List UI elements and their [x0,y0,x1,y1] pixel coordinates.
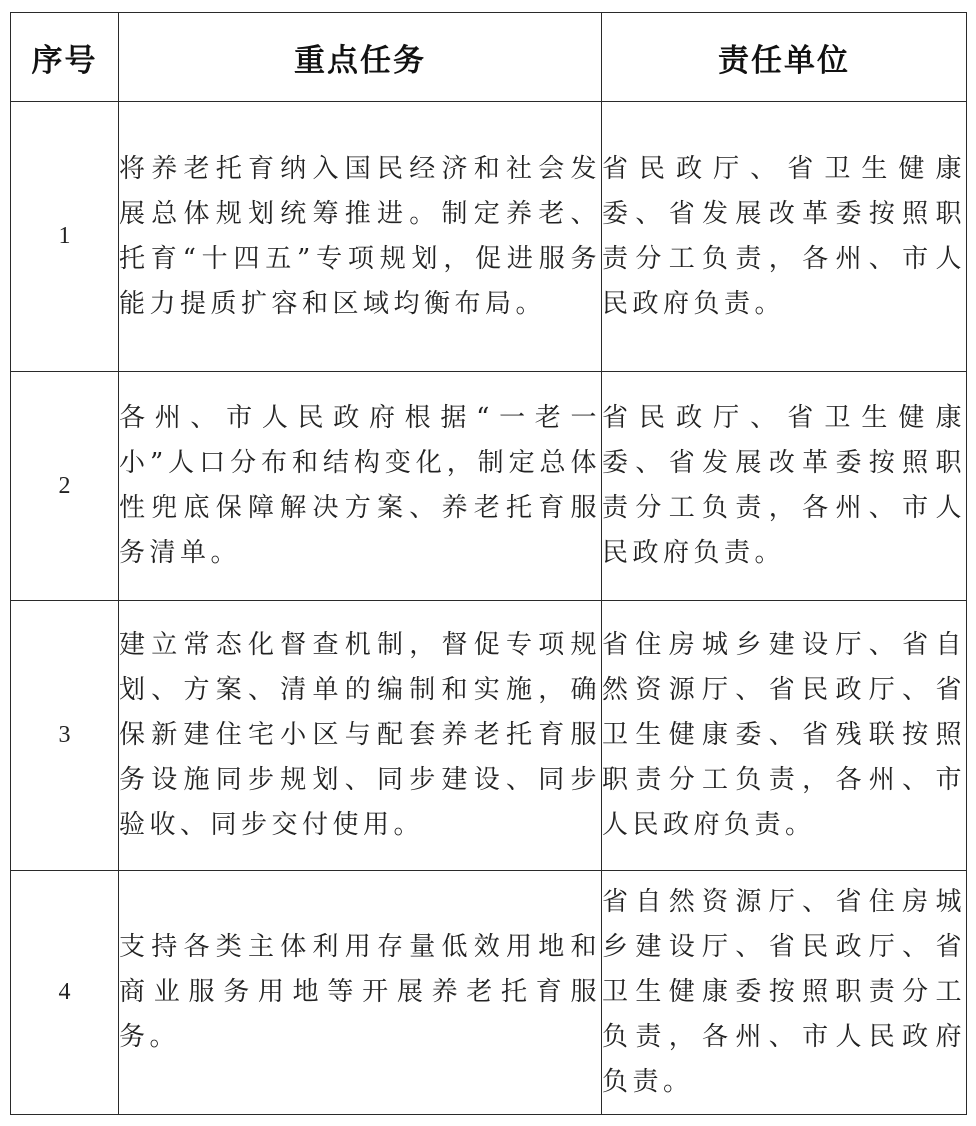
task-responsibility-table [10,12,967,1115]
row-task-cell [119,372,602,601]
row-unit-text: 省民政厅、省卫生健康委、省发展改革委按照职责分工负责，各州、市人民政府负责。 [602,153,966,319]
row-serial-number: 4 [11,871,119,1115]
row-unit-cell [602,601,967,871]
table-header-row [11,13,967,102]
row-unit-text: 省民政厅、省卫生健康委、省发展改革委按照职责分工负责，各州、市人民政府负责。 [602,403,966,568]
row-task-cell [119,601,602,871]
table-row [11,601,967,871]
row-task-text: 建立常态化督查机制，督促专项规划、方案、清单的编制和实施，确保新建住宅小区与配套养老托育服务设施同步规划、同步建设、同步验收、同步交付使用。 [119,630,601,840]
header-responsible-unit: 责任单位 [602,13,967,102]
row-unit-cell [602,102,967,372]
table-row [11,372,967,601]
row-serial-number: 1 [11,102,119,372]
row-serial-number: 2 [11,372,119,601]
header-serial-number: 序号 [11,13,119,102]
row-task-text: 将养老托育纳入国民经济和社会发展总体规划统筹推进。制定养老、托育“十四五”专项规划，促进服务能力提质扩容和区域均衡布局。 [119,153,601,319]
row-task-text: 各州、市人民政府根据“一老一小”人口分布和结构变化，制定总体性兜底保障解决方案、养老托育服务清单。 [119,403,601,568]
row-serial-number: 3 [11,601,119,871]
table-row [11,871,967,1115]
row-unit-cell [602,372,967,601]
row-unit-cell [602,871,967,1115]
table-row [11,102,967,372]
row-unit-text: 省自然资源厅、省住房城乡建设厅、省民政厅、省卫生健康委按照职责分工负责，各州、市人民政府负责。 [602,887,966,1097]
row-task-cell [119,102,602,372]
row-task-text: 支持各类主体利用存量低效用地和商业服务用地等开展养老托育服务。 [119,932,601,1052]
header-key-task: 重点任务 [119,13,602,102]
row-unit-text: 省住房城乡建设厅、省自然资源厅、省民政厅、省卫生健康委、省残联按照职责分工负责，各州、市人民政府负责。 [602,630,966,840]
row-task-cell [119,871,602,1115]
